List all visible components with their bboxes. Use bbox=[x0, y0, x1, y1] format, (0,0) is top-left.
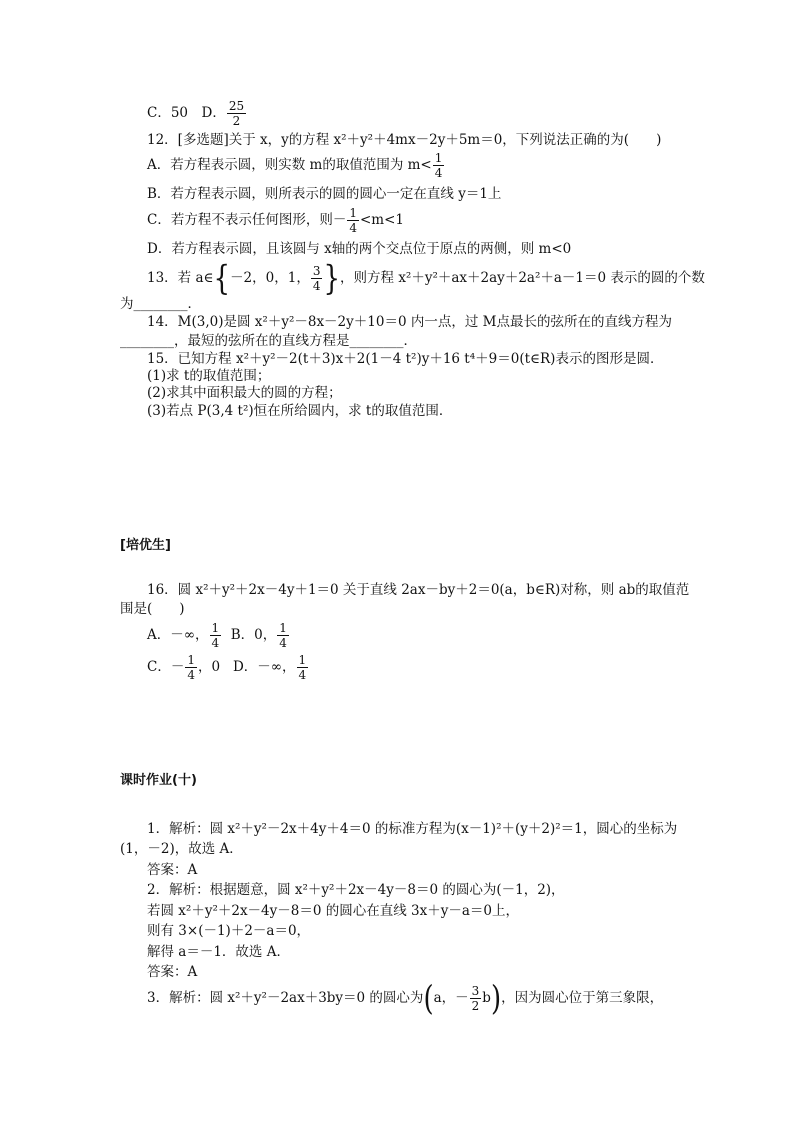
q13-set-fraction: $\frac{3}{4}$ bbox=[312, 264, 321, 293]
right-paren-icon: ) bbox=[490, 979, 502, 1018]
q11-d-fraction: $\frac{25}{2}$ bbox=[228, 99, 245, 128]
right-brace-icon: } bbox=[323, 259, 341, 298]
q13-line2: 为________． bbox=[120, 296, 201, 312]
q12-stem: 12．[多选题]关于 x，y的方程 x²＋y²＋4mx－2y＋5m＝0，下列说法正确的为( ) bbox=[147, 132, 662, 148]
q16-line2: 围是( ) bbox=[120, 601, 185, 617]
q16-options-cd: C．－ $\frac{1}{4}$ ，0 D．－∞， $\frac{1}{4}$ bbox=[147, 653, 307, 682]
section-heading-homework: 课时作业(十) bbox=[120, 773, 197, 788]
q13-line1: 13．若 a∈{－2，0，1， $\frac{3}{4}$ }，则方程 x²＋y²＋ax＋2ay＋2a²＋a－1＝0 表示的圆的个数 bbox=[147, 259, 705, 298]
solution1-answer: 答案：A bbox=[147, 862, 198, 878]
left-paren-icon: ( bbox=[423, 979, 434, 1018]
solution2-line3: 则有 3×(－1)＋2－a＝0， bbox=[147, 923, 311, 939]
solution1-line2: (1，－2)，故选 A． bbox=[120, 841, 243, 857]
q11-option-cd-text: C．50 D． bbox=[147, 105, 226, 121]
q16-d-fraction: $\frac{1}{4}$ bbox=[298, 653, 307, 682]
q12-a-fraction: $\frac{1}{4}$ bbox=[434, 151, 443, 180]
q15-stem: 15．已知方程 x²＋y²－2(t＋3)x＋2(1－4 t²)y＋16 t⁴＋9＝0(t∈R)表示的图形是圆． bbox=[147, 351, 664, 367]
solution2-answer: 答案：A bbox=[147, 964, 198, 980]
q16-line1: 16．圆 x²＋y²＋2x－4y＋1＝0 关于直线 2ax－by＋2＝0(a，b∈R)对称，则 ab的取值范 bbox=[147, 582, 690, 598]
section-heading-advanced: [培优生] bbox=[120, 538, 171, 553]
q16-a-fraction: $\frac{1}{4}$ bbox=[211, 621, 220, 650]
q16-b-fraction: $\frac{1}{4}$ bbox=[279, 621, 287, 650]
left-brace-icon: { bbox=[213, 259, 231, 298]
q11-options bbox=[147, 100, 247, 127]
q12-c-fraction: $\frac{1}{4}$ bbox=[349, 206, 357, 235]
q12-option-a: A．若方程表示圆，则实数 m的取值范围为 m< $\frac{1}{4}$ bbox=[147, 151, 443, 180]
q15-part3: (3)若点 P(3,4 t²)恒在所给圆内，求 t的取值范围． bbox=[147, 403, 453, 419]
solution1-line1: 1．解析：圆 x²＋y²－2x＋4y＋4＝0 的标准方程为(x－1)²＋(y＋2)²＝1，圆心的坐标为 bbox=[147, 821, 678, 837]
q14-line1: 14．M(3,0)是圆 x²＋y²－8x－2y＋10＝0 内一点，过 M点最长的弦所在的直线方程为 bbox=[147, 314, 672, 330]
q12-option-d: D．若方程表示圆，且该圆与 x轴的两个交点位于原点的两侧，则 m<0 bbox=[147, 241, 572, 257]
solution3-line1: 3．解析：圆 x²＋y²－2ax＋3by＝0 的圆心为(a，－ $\frac{3}{2}$ b)，因为圆心位于第三象限， bbox=[147, 979, 664, 1018]
q14-line2: ________，最短的弦所在的直线方程是________． bbox=[120, 333, 417, 349]
solution3-fraction: $\frac{3}{2}$ bbox=[471, 984, 480, 1013]
q15-part2: (2)求其中面积最大的圆的方程； bbox=[147, 385, 342, 401]
q12-option-b: B．若方程表示圆，则所表示的圆的圆心一定在直线 y＝1上 bbox=[147, 186, 502, 202]
solution2-line1: 2．解析：根据题意，圆 x²＋y²＋2x－4y－8＝0 的圆心为(－1，2)， bbox=[147, 882, 565, 898]
q12-option-c: C．若方程不表示任何图形，则－ $\frac{1}{4}$ <m<1 bbox=[147, 206, 404, 235]
solution2-line4: 解得 a＝－1．故选 A． bbox=[147, 944, 290, 960]
q15-part1: (1)求 t的取值范围； bbox=[147, 368, 271, 384]
q16-c-fraction: $\frac{1}{4}$ bbox=[187, 653, 195, 682]
solution2-line2: 若圆 x²＋y²＋2x－4y－8＝0 的圆心在直线 3x＋y－a＝0上， bbox=[147, 903, 520, 919]
q16-options-ab: A．－∞， $\frac{1}{4}$ B．0， $\frac{1}{4}$ bbox=[147, 621, 287, 650]
